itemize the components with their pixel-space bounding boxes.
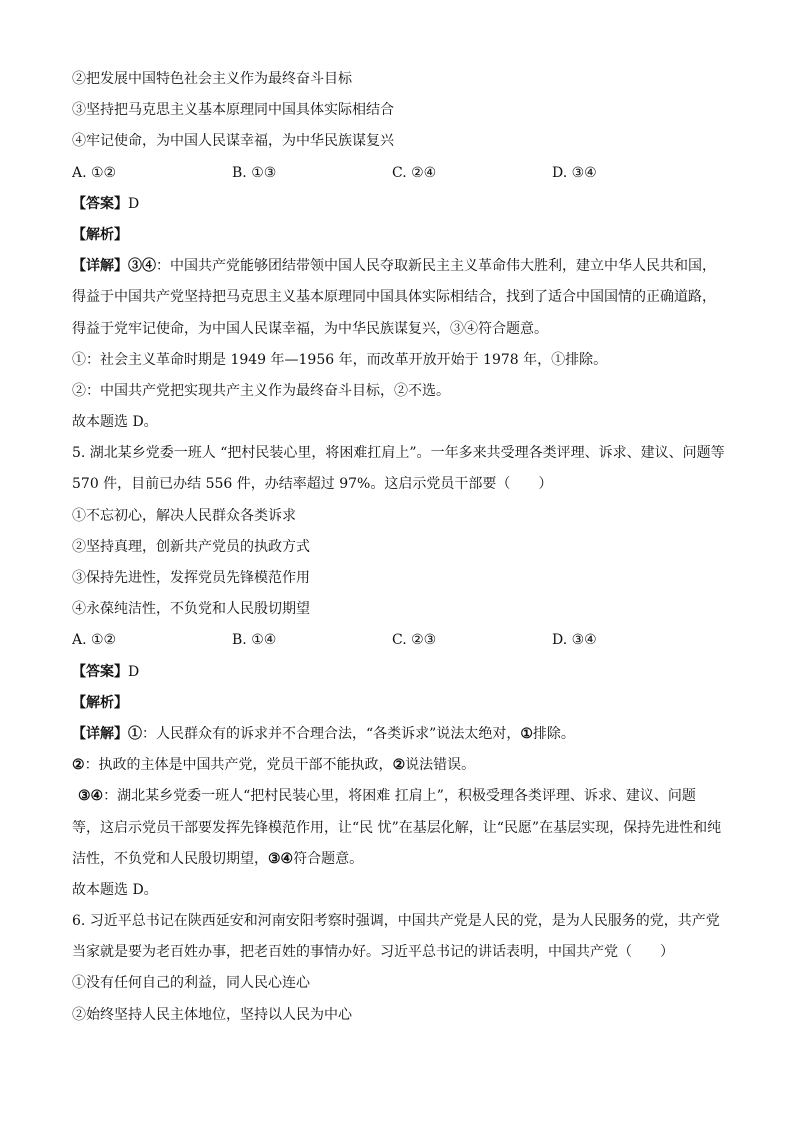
- q5-stem-line-2: 570 件，目前已办结 556 件，办结率超过 97%。这启示党员干部要（ ）: [72, 476, 553, 493]
- q5-analysis: [72, 688, 732, 719]
- q5-option-4: ④永葆纯洁性，不负党和人民殷切期望: [72, 601, 310, 618]
- q5-conclusion: 故本题选 D。: [72, 881, 158, 898]
- document-content: [72, 64, 732, 1031]
- q5-choices: [72, 625, 732, 656]
- q5-option-1: ①不忘初心，解决人民群众各类诉求: [72, 507, 296, 524]
- q5-detail-line-3: [72, 781, 732, 812]
- answer-value: D: [128, 663, 140, 680]
- detail-option-num: ①: [520, 725, 533, 742]
- q6-option-1: ①没有任何自己的利益，同人民心连心: [72, 975, 310, 992]
- q4-answer: [72, 189, 732, 220]
- q6-option-2: ②始终坚持人民主体地位，坚持以人民为中心: [72, 1006, 352, 1023]
- detail-option-num: ②: [392, 757, 406, 774]
- q4-option-2: ②把发展中国特色社会主义作为最终奋斗目标: [72, 71, 352, 87]
- q5-option-3: ③保持先进性，发挥党员先锋模范作用: [72, 570, 310, 586]
- q4-detail-line-4: ①：社会主义革命时期是 1949 年—1956 年，而改革开放开始于 1978 年，①排除。: [72, 351, 608, 368]
- q4-option-4: ④牢记使命，为中国人民谋幸福，为中华民族谋复兴: [72, 133, 394, 150]
- q4-detail-line-5: ②：中国共产党把实现共产主义作为最终奋斗目标，②不选。: [72, 382, 450, 399]
- analysis-tag: 【解析】: [72, 694, 128, 711]
- detail-option-nums: ③④: [78, 788, 104, 805]
- analysis-tag: 【解析】: [72, 226, 128, 243]
- detail-text: 符合题意。: [293, 850, 364, 867]
- q4-analysis: [72, 220, 732, 251]
- q4-detail-line-2: 得益于中国共产党坚持把马克思主义基本原理同中国具体实际相结合，找到了适合中国国情的正确道路，: [72, 289, 716, 306]
- q5-detail-line-2: [72, 750, 732, 781]
- detail-text: 洁性，不负党和人民殷切期望，: [72, 850, 268, 867]
- detail-tag: 【详解】: [72, 725, 128, 742]
- answer-value: D: [128, 195, 140, 212]
- q5-detail-line-4: 等，这启示党员干部要发挥先锋模范作用，让“民 忧”在基层化解，让“民愿”在基层实现，保持先进性和纯: [72, 819, 722, 836]
- q5-answer: [72, 657, 732, 688]
- q4-choices: [72, 158, 732, 189]
- q4-option-3: ③坚持把马克思主义基本原理同中国具体实际相结合: [72, 102, 394, 119]
- q5-stem-line-1: 5. 湖北某乡党委一班人 “把村民装心里，将困难扛肩上”。一年多来共受理各类评理、诉求、建议、问题等: [72, 445, 725, 462]
- q5-choice-d: D. ③④: [552, 632, 597, 649]
- answer-tag: 【答案】: [72, 195, 128, 212]
- detail-text: ：中国共产党能够团结带领中国人民夺取新民主主义革命伟大胜利，建立中华人民共和国，: [156, 258, 716, 275]
- q5-choice-b: B. ①④: [232, 632, 277, 649]
- q5-detail-line-1: [72, 719, 732, 750]
- q5-option-2: ②坚持真理，创新共产党员的执政方式: [72, 538, 310, 555]
- detail-text: 排除。: [532, 725, 575, 742]
- q4-choice-d: D. ③④: [552, 164, 597, 181]
- detail-tag: 【详解】: [72, 258, 128, 275]
- q4-conclusion: 故本题选 D。: [72, 414, 158, 431]
- detail-option-num: ①: [128, 725, 142, 742]
- detail-text: ：人民群众有的诉求并不合理合法，“各类诉求”说法太绝对，: [142, 725, 521, 742]
- detail-option-nums: ③④: [128, 258, 156, 275]
- answer-tag: 【答案】: [72, 663, 128, 680]
- detail-option-num: ②: [72, 757, 85, 774]
- detail-option-nums: ③④: [268, 850, 294, 867]
- q6-stem-line-2: 当家就是要为老百姓办事，把老百姓的事情办好。习近平总书记的讲话表明，中国共产党（ ）: [72, 944, 674, 961]
- detail-text: 说法错误。: [405, 757, 476, 774]
- q4-choice-b: B. ①③: [232, 164, 277, 181]
- q4-choice-c: C. ②④: [392, 164, 437, 181]
- detail-text: ：执政的主体是中国共产党，党员干部不能执政，: [84, 757, 393, 774]
- q5-choice-c: C. ②③: [392, 632, 437, 649]
- q4-detail-line-3: 得益于党牢记使命，为中国人民谋幸福，为中华民族谋复兴，③④符合题意。: [72, 320, 548, 337]
- q4-detail-line-1: [72, 251, 732, 282]
- q6-stem-line-1: 6. 习近平总书记在陕西延安和河南安阳考察时强调，中国共产党是人民的党，是为人民服务的党，共产党: [72, 913, 720, 930]
- q5-choice-a: A. ①②: [72, 632, 117, 649]
- q5-detail-line-5: [72, 844, 732, 875]
- detail-text: ：湖北某乡党委一班人“把村民装心里，将困难 扛肩上”，积极受理各类评理、诉求、建议、问题: [103, 788, 696, 805]
- q4-choice-a: A. ①②: [72, 164, 117, 181]
